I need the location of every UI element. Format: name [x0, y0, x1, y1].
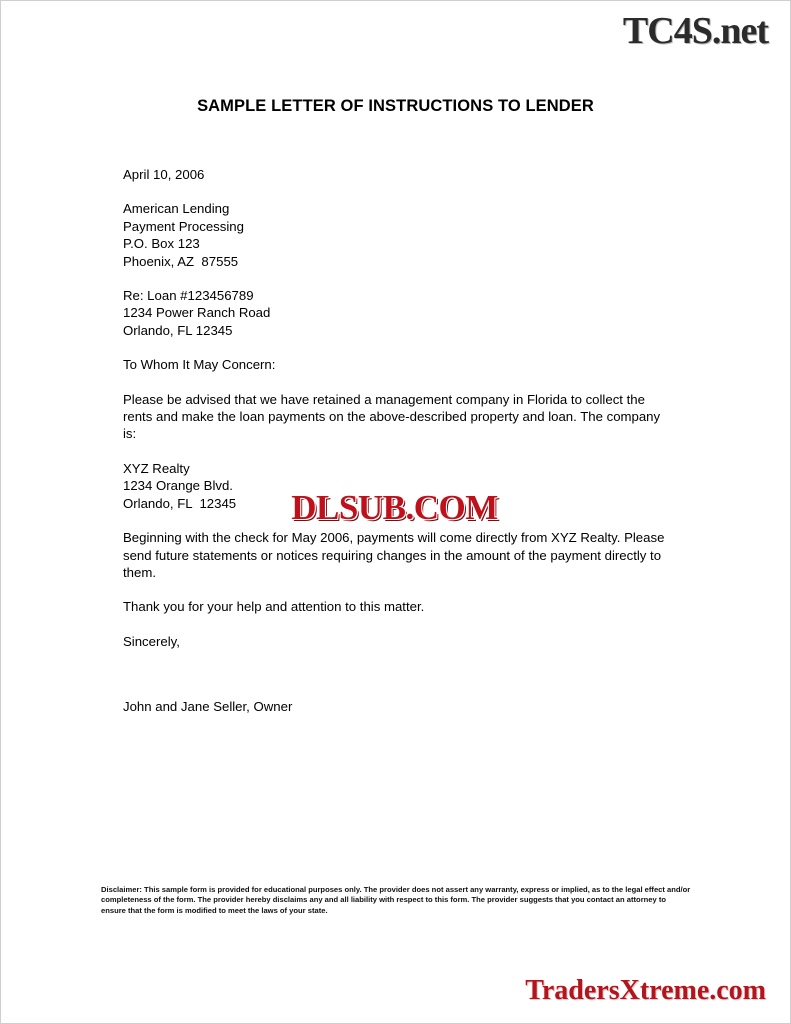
company-city-state-zip: Orlando, FL 12345 — [123, 495, 237, 511]
reference-property-city: Orlando, FL 12345 — [123, 322, 233, 338]
top-watermark: TC4S.net — [622, 10, 768, 52]
signature-name: John and Jane Seller, Owner — [123, 699, 293, 715]
paragraph-one: Please be advised that we have retained a management company in Florida to collect the rents and make the loan payments on the above-described property and loan. The company is: — [123, 391, 661, 442]
company-address-block — [123, 460, 671, 512]
company-name: XYZ Realty — [123, 460, 190, 476]
recipient-department: Payment Processing — [123, 218, 244, 234]
recipient-street: P.O. Box 123 — [123, 236, 200, 252]
page-title: SAMPLE LETTER OF INSTRUCTIONS TO LENDER — [197, 97, 594, 115]
recipient-address-block — [123, 200, 671, 270]
reference-block — [123, 287, 671, 339]
company-street: 1234 Orange Blvd. — [123, 478, 233, 494]
salutation: To Whom It May Concern: — [123, 357, 276, 373]
disclaimer-text: Disclaimer: This sample form is provided for educational purposes only. The provider does not assert any warranty, express or implied, as to the legal effect and/or completeness of the form. The provider hereby disclaims any and all liability with respect to this form. The provider suggests that you contact an attorney to ensure that the form is modified to meet the laws of your state. — [101, 885, 691, 915]
reference-loan: Re: Loan #123456789 — [123, 288, 254, 304]
reference-property-street: 1234 Power Ranch Road — [123, 305, 271, 321]
closing: Sincerely, — [123, 633, 180, 649]
paragraph-three-block — [123, 598, 671, 615]
bottom-watermark: TradersXtreme.com — [525, 975, 766, 1006]
center-watermark-text: DLSUB.COM — [291, 488, 498, 527]
letter-date-block — [123, 166, 671, 183]
salutation-block — [123, 356, 671, 373]
recipient-city-state-zip: Phoenix, AZ 87555 — [123, 253, 239, 269]
paragraph-two-block — [123, 529, 671, 581]
signature-block — [123, 698, 671, 715]
paragraph-two: Beginning with the check for May 2006, payments will come directly from XYZ Realty. Please send future statements or notices requiring changes in the amount of the payment directly to them. — [123, 530, 665, 580]
paragraph-three: Thank you for your help and attention to this matter. — [123, 599, 425, 615]
letter-body — [123, 166, 671, 733]
signature-space — [123, 667, 671, 698]
closing-block — [123, 633, 671, 650]
paragraph-one-block — [123, 391, 671, 443]
letter-date: April 10, 2006 — [123, 167, 205, 182]
recipient-name: American Lending — [123, 201, 230, 217]
